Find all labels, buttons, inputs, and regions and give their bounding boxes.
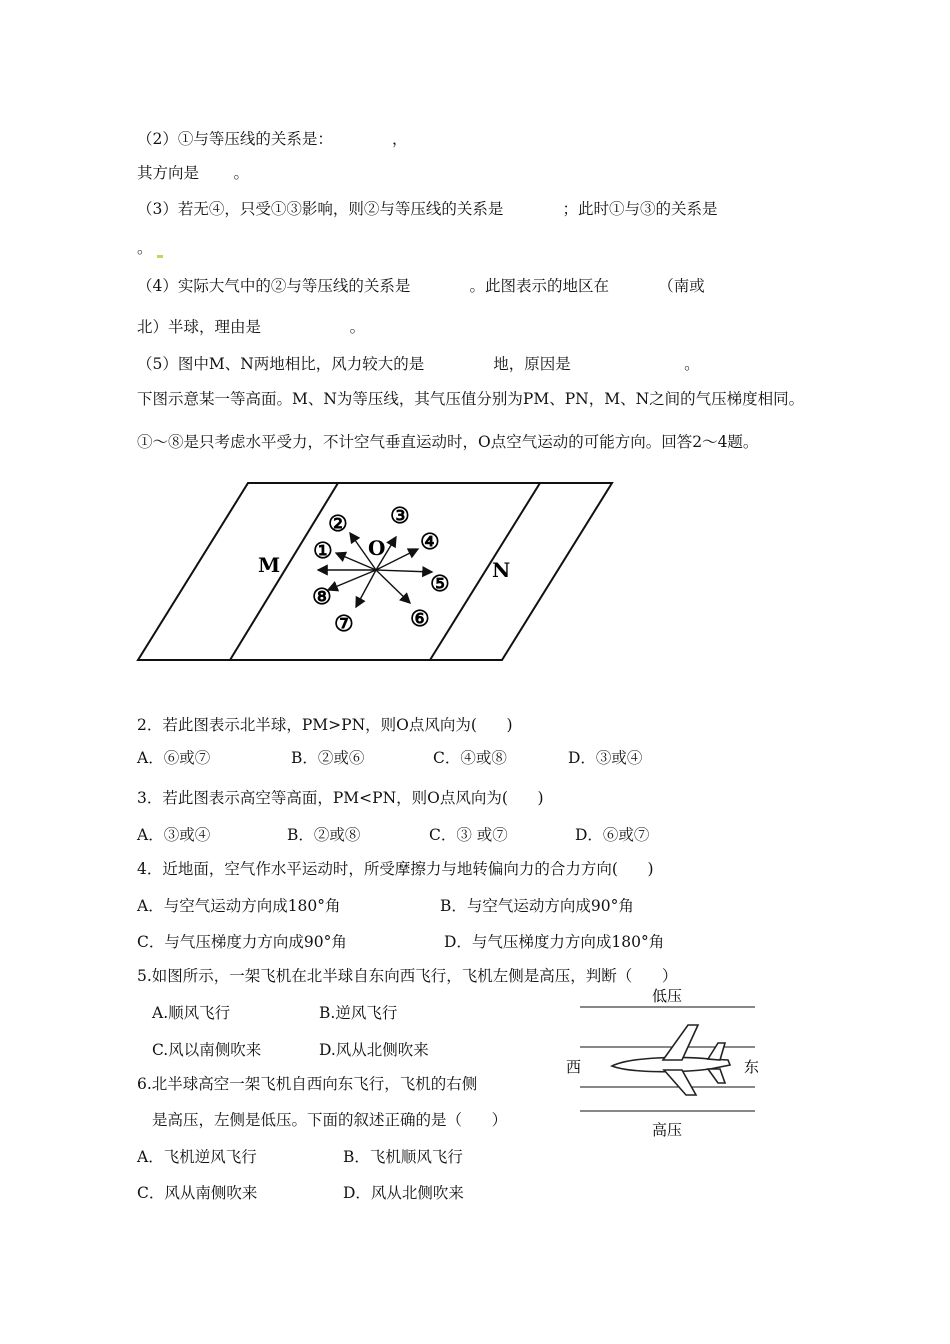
q4-option-c[interactable]: C．与气压梯度力方向成90°角 — [137, 933, 347, 951]
q2-line: （2）①与等压线的关系是： ， — [137, 130, 408, 148]
q2-option-c[interactable]: C．④或⑧ — [433, 749, 507, 767]
arrow-label-2: ② — [328, 511, 348, 537]
q5-line: （5）图中M、N两地相比，风力较大的是 地，原因是 。 — [137, 355, 700, 373]
arrow-8 — [328, 570, 376, 590]
arrow-label-1: ① — [313, 538, 333, 564]
q4-option-d[interactable]: D．与气压梯度力方向成180°角 — [444, 933, 665, 951]
arrow-7 — [356, 570, 376, 607]
q2-option-d[interactable]: D．③或④ — [568, 749, 643, 767]
q3-option-c[interactable]: C．③ 或⑦ — [429, 826, 508, 844]
arrow-label-5: ⑤ — [430, 571, 450, 597]
q6-stem-line-1: 6.北半球高空一架飞机自西向东飞行，飞机的右侧 — [137, 1075, 478, 1093]
arrow-label-6: ⑥ — [410, 606, 430, 632]
arrow-label-7: ⑦ — [334, 611, 354, 637]
q5-option-b[interactable]: B.逆风飞行 — [319, 1004, 398, 1022]
arrow-label-3: ③ — [390, 503, 410, 529]
arrow-6 — [376, 570, 410, 603]
intro-line-1: 下图示意某一等高面。M、N为等压线，其气压值分别为PM、PN，M、N之间的气压梯度相同。 — [137, 390, 805, 408]
q6-stem-line-2: 是高压，左侧是低压。下面的叙述正确的是（ ） — [152, 1111, 508, 1129]
q3-continuation: 。 — [137, 238, 163, 258]
isobar-m-line — [230, 483, 338, 660]
q2-option-a[interactable]: A．⑥或⑦ — [137, 749, 211, 767]
q2-stem: 2．若此图表示北半球，PM>PN，则O点风向为( ) — [137, 716, 513, 734]
q6-option-b[interactable]: B．飞机顺风飞行 — [343, 1148, 463, 1166]
high-pressure-label: 高压 — [652, 1121, 683, 1139]
q4-stem: 4．近地面，空气作水平运动时，所受摩擦力与地转偏向力的合力方向( ) — [137, 860, 654, 878]
east-label: 东 — [744, 1058, 760, 1076]
q6-option-d[interactable]: D．风从北侧吹来 — [343, 1184, 464, 1202]
q5-stem: 5.如图所示，一架飞机在北半球自东向西飞行，飞机左侧是高压，判断（ ） — [137, 967, 678, 985]
q4-option-b[interactable]: B．与空气运动方向成90°角 — [440, 897, 634, 915]
label-o: O — [368, 536, 386, 560]
q3-option-d[interactable]: D．⑥或⑦ — [575, 826, 650, 844]
q6-option-c[interactable]: C．风从南侧吹来 — [137, 1184, 258, 1202]
arrow-5 — [376, 570, 432, 572]
low-pressure-label: 低压 — [652, 987, 683, 1005]
q4-continuation: 北）半球，理由是 。 — [137, 318, 366, 336]
q4-line: （4）实际大气中的②与等压线的关系是 。此图表示的地区在 （南或 — [137, 277, 705, 295]
q2-option-b[interactable]: B．②或⑥ — [291, 749, 365, 767]
q3-option-a[interactable]: A．③或④ — [137, 826, 211, 844]
label-m: M — [258, 553, 281, 577]
airplane-icon — [612, 1025, 730, 1095]
label-n: N — [492, 558, 511, 582]
q6-option-a[interactable]: A．飞机逆风飞行 — [137, 1148, 257, 1166]
arrow-label-4: ④ — [420, 529, 440, 555]
q2-direction-line: 其方向是 。 — [137, 164, 249, 182]
q4-option-a[interactable]: A．与空气运动方向成180°角 — [137, 897, 341, 915]
isobar-figure — [130, 475, 625, 670]
q3-line: （3）若无④，只受①③影响，则②与等压线的关系是 ；此时①与③的关系是 — [137, 200, 718, 218]
arrow-label-8: ⑧ — [312, 584, 332, 610]
west-label: 西 — [566, 1058, 582, 1076]
airplane-figure — [560, 983, 765, 1143]
q5-option-d[interactable]: D.风从北侧吹来 — [319, 1041, 429, 1059]
q5-option-a[interactable]: A.顺风飞行 — [152, 1004, 231, 1022]
q5-option-c[interactable]: C.风以南侧吹来 — [152, 1041, 262, 1059]
q3-option-b[interactable]: B．②或⑧ — [287, 826, 361, 844]
intro-line-2: ①～⑧是只考虑水平受力，不计空气垂直运动时，O点空气运动的可能方向。回答2～4题。 — [137, 433, 759, 451]
q3-stem: 3．若此图表示高空等高面，PM<PN，则O点风向为( ) — [137, 789, 544, 807]
